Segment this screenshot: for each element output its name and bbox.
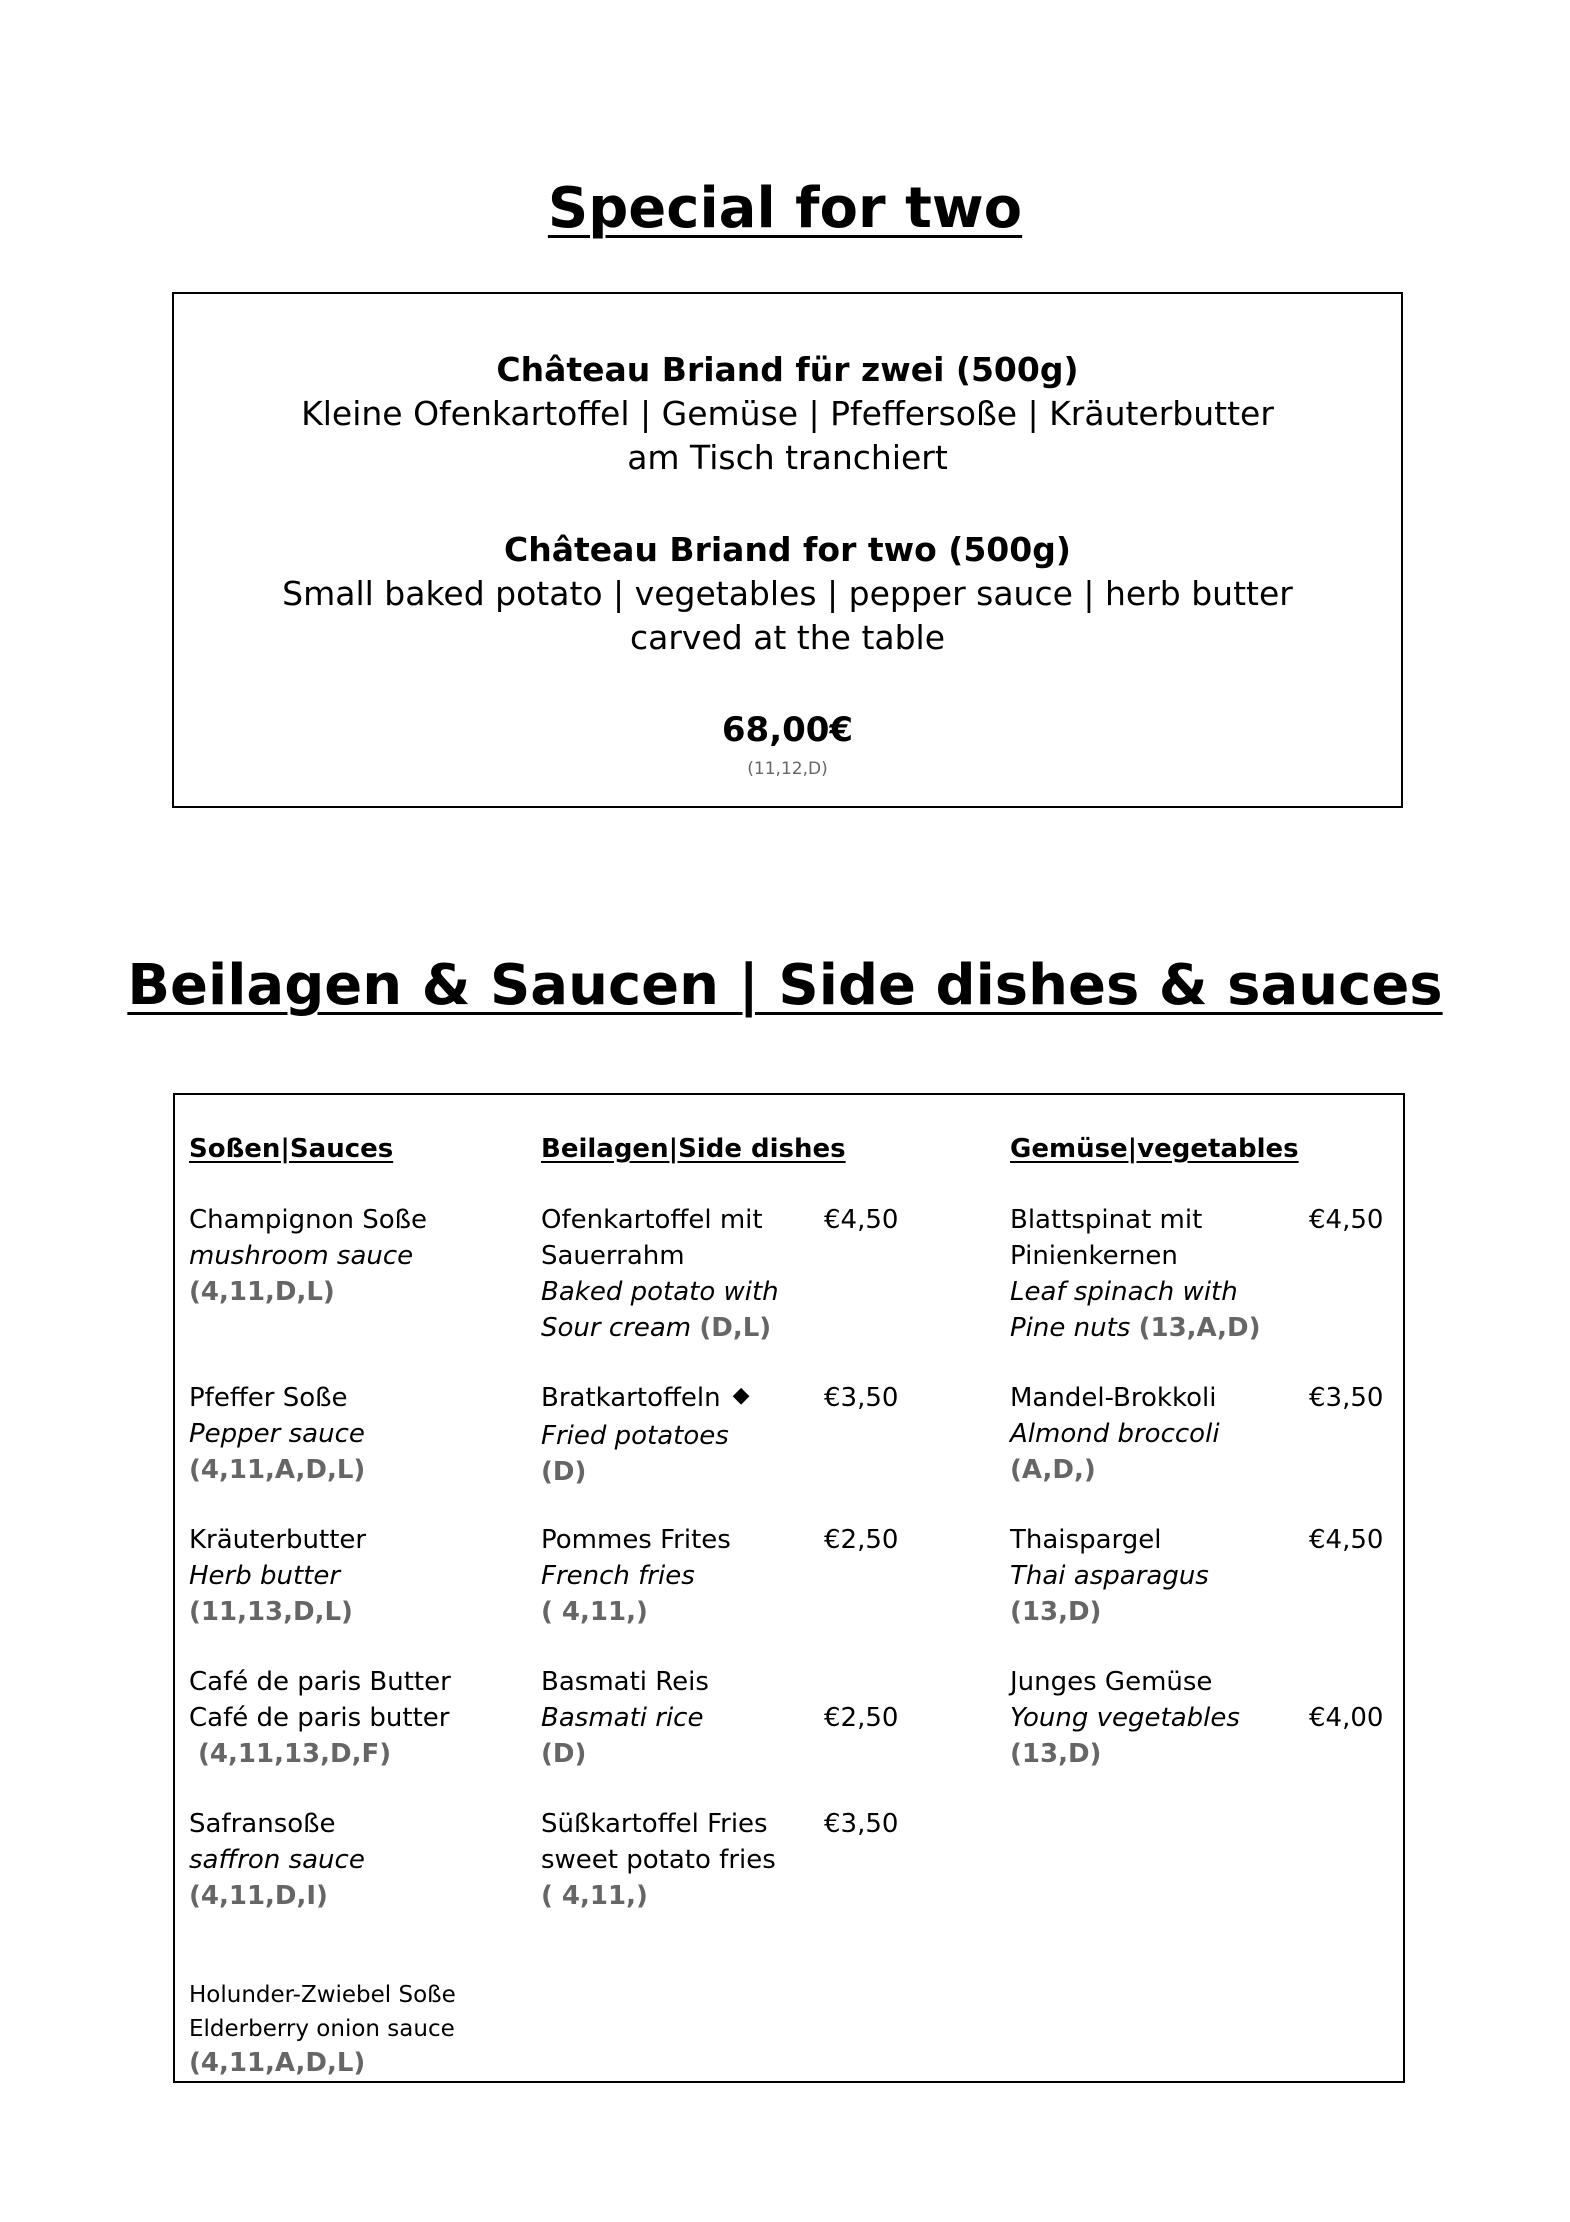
sauce-item: Champignon Soße mushroom sauce (4,11,D,L) <box>189 1205 428 1307</box>
sauces-header: Soßen|Sauces <box>189 1134 394 1164</box>
special-en-title: Château Briand for two (500g) <box>504 530 1071 569</box>
sides-box <box>173 1093 1405 2083</box>
sauce-item: Holunder-Zwiebel Soße Elderberry onion sauce (4,11,A,D,L) <box>189 1982 456 2078</box>
side-dish-item: Basmati Reis Basmati rice (D) <box>541 1667 709 1769</box>
side-dish-item: Ofenkartoffel mit Sauerrahm Baked potato with Sour cream (D,L) <box>541 1205 779 1343</box>
side-dish-price: €3,50 <box>824 1809 899 1839</box>
side-dish-item: Bratkartoffeln ◆ Fried potatoes (D) <box>541 1383 750 1487</box>
sauce-item: Safransoße saffron sauce (4,11,D,I) <box>189 1809 365 1911</box>
vegetable-price: €4,50 <box>1309 1205 1384 1235</box>
side-dish-item: Pommes Frites French fries ( 4,11,) <box>541 1525 731 1627</box>
vegetable-item: Junges Gemüse Young vegetables (13,D) <box>1010 1667 1240 1769</box>
special-de-title: Château Briand für zwei (500g) <box>496 350 1079 389</box>
special-heading: Special for two <box>547 176 1023 241</box>
special-en-note: carved at the table <box>629 618 946 657</box>
side-dish-price: €3,50 <box>824 1383 899 1413</box>
sauce-item: Café de paris Butter Café de paris butter (4,11,13,D,F) <box>189 1667 451 1769</box>
special-price: 68,00€ <box>721 710 854 750</box>
vegetable-item: Mandel-Brokkoli Almond broccoli (A,D,) <box>1010 1383 1220 1485</box>
side-dish-price: €2,50 <box>824 1525 899 1555</box>
special-de-note: am Tisch tranchiert <box>627 438 948 477</box>
vegetable-price: €3,50 <box>1309 1383 1384 1413</box>
sauce-item: Pfeffer Soße Pepper sauce (4,11,A,D,L) <box>189 1383 366 1485</box>
vegetables-header: Gemüse|vegetables <box>1010 1134 1299 1164</box>
diamond-icon: ◆ <box>732 1383 750 1408</box>
side-dish-price: €2,50 <box>824 1703 899 1733</box>
sides-heading: Beilagen & Saucen | Side dishes & sauces <box>127 953 1443 1018</box>
side-dish-item: Süßkartoffel Fries sweet potato fries ( 4,11,) <box>541 1809 776 1911</box>
vegetable-price: €4,50 <box>1309 1525 1384 1555</box>
special-box <box>172 292 1403 808</box>
side-dish-price: €4,50 <box>824 1205 899 1235</box>
special-allergens: (11,12,D) <box>747 759 828 779</box>
special-de-desc: Kleine Ofenkartoffel | Gemüse | Pfeffersoße | Kräuterbutter <box>301 394 1274 433</box>
vegetable-item: Thaispargel Thai asparagus (13,D) <box>1010 1525 1209 1627</box>
special-en-desc: Small baked potato | vegetables | pepper sauce | herb butter <box>282 574 1293 613</box>
vegetable-price: €4,00 <box>1309 1703 1384 1733</box>
side-dishes-header: Beilagen|Side dishes <box>541 1134 846 1164</box>
sauce-item: Kräuterbutter Herb butter (11,13,D,L) <box>189 1525 367 1627</box>
vegetable-item: Blattspinat mit Pinienkernen Leaf spinach with Pine nuts (13,A,D) <box>1010 1205 1261 1343</box>
